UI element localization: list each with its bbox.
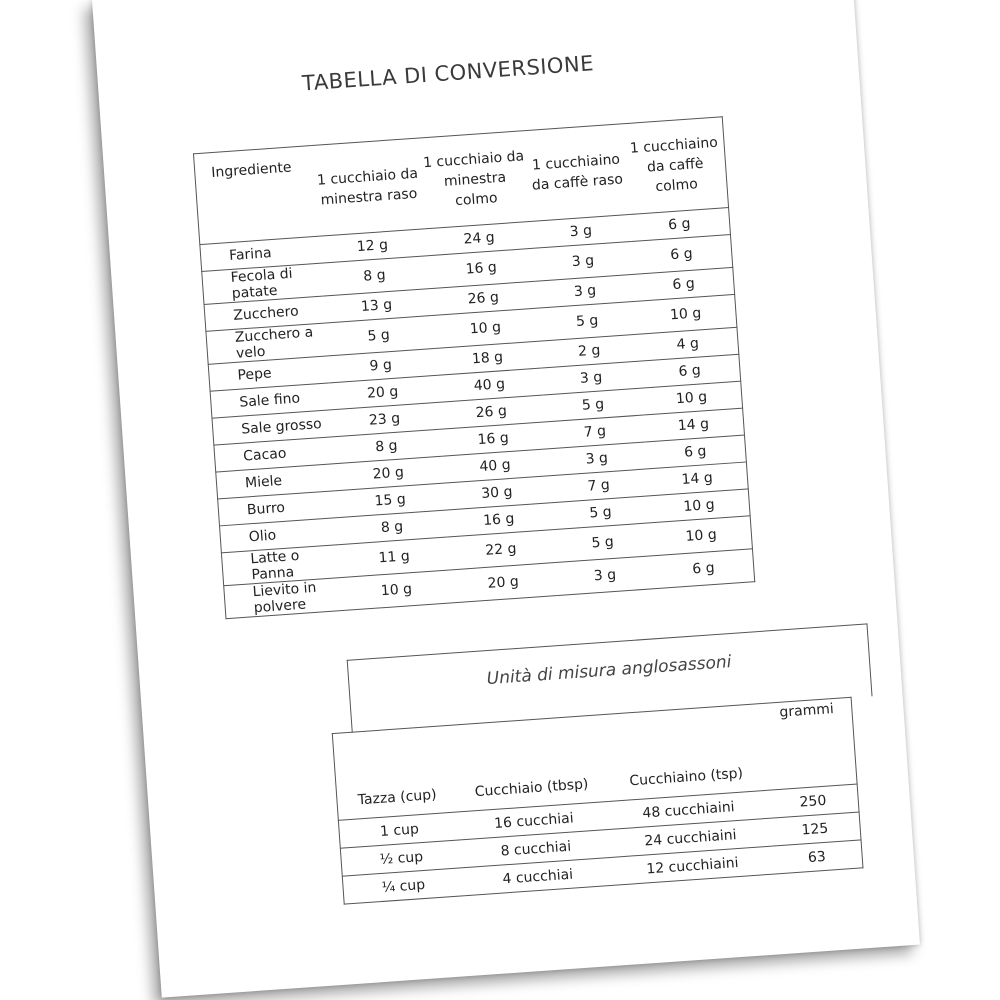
ingredient-name: Sale fino <box>210 383 330 418</box>
conversion-body <box>200 208 755 619</box>
table-cell: 8 g <box>337 510 447 544</box>
table-cell: 20 g <box>449 563 557 603</box>
table-cell: 4 cucchiai <box>462 857 614 895</box>
table-cell: 16 cucchiai <box>458 801 610 839</box>
table-cell: ½ cup <box>340 840 462 876</box>
table-cell: 3 g <box>547 442 647 476</box>
ingredient-name: Pepe <box>208 356 328 391</box>
header-tazza: Tazza (cup) <box>332 725 458 820</box>
table-cell: 7 g <box>549 469 649 503</box>
table-cell: 5 g <box>551 496 651 530</box>
ingredient-name: Farina <box>200 236 320 271</box>
page-title: TABELLA DI CONVERSIONE <box>301 51 595 96</box>
table-cell: 12 g <box>318 229 428 263</box>
table-cell: 250 <box>767 784 859 818</box>
table-cell: 5 g <box>537 301 637 341</box>
table-cell: 10 g <box>641 381 743 415</box>
ingredient-name: Miele <box>216 464 336 499</box>
ingredient-name: Lievito in polvere <box>224 578 344 619</box>
table-cell: 8 cucchiai <box>460 829 612 867</box>
table-cell: 9 g <box>326 349 436 383</box>
table-cell: 10 g <box>431 308 539 348</box>
table-cell: 6 g <box>653 549 755 589</box>
header-cucchiaino-raso: 1 cucchiaino da caffè raso <box>525 124 629 222</box>
table-cell: 6 g <box>633 267 735 301</box>
header-cucchiaio: Cucchiaio (tbsp) <box>452 715 608 812</box>
table-cell: 8 g <box>332 429 442 463</box>
table-cell: 1 cup <box>338 812 460 848</box>
table-cell: 14 g <box>643 408 745 442</box>
table-cell: 2 g <box>539 334 639 368</box>
header-cucchiaio-colmo: 1 cucchiaio da minestra colmo <box>419 131 531 229</box>
document-page <box>92 0 920 998</box>
table-cell: ¼ cup <box>342 868 464 904</box>
table-cell: 24 g <box>425 221 533 255</box>
table-cell: 3 g <box>535 274 635 308</box>
table-cell: 3 g <box>531 215 631 249</box>
table-cell: 7 g <box>545 415 645 449</box>
table-cell: 40 g <box>436 368 544 402</box>
table-cell: 30 g <box>443 476 551 510</box>
table-cell: 8 g <box>319 256 429 296</box>
table-cell: 16 g <box>427 248 535 288</box>
table-cell: 5 g <box>553 523 653 563</box>
ingredient-name: Latte o Panna <box>221 545 341 586</box>
table-cell: 15 g <box>335 483 445 517</box>
table-cell: 5 g <box>324 316 434 356</box>
anglo-title: Unità di misura anglosassoni <box>486 652 733 690</box>
header-cucchiaino-colmo: 1 cucchiaino da caffè colmo <box>622 117 728 215</box>
ingredient-name: Olio <box>220 518 340 553</box>
table-cell: 6 g <box>629 208 731 242</box>
table-cell: 63 <box>771 840 863 874</box>
header-grammi: grammi <box>761 697 857 790</box>
table-cell: 13 g <box>322 289 432 323</box>
table-cell: 16 g <box>445 503 553 537</box>
table-cell: 6 g <box>639 354 741 388</box>
ingredient-name: Zucchero a velo <box>206 323 326 364</box>
table-cell: 11 g <box>339 537 449 577</box>
table-cell: 14 g <box>647 462 749 496</box>
ingredient-name: Cacao <box>214 437 334 472</box>
table-cell: 3 g <box>541 361 641 395</box>
table-cell: 125 <box>769 812 861 846</box>
ingredient-name: Sale grosso <box>212 410 332 445</box>
table-cell: 6 g <box>645 435 747 469</box>
table-cell: 18 g <box>434 341 542 375</box>
header-ingrediente: Ingrediente <box>193 146 317 245</box>
table-cell: 10 g <box>635 294 737 334</box>
table-cell: 10 g <box>341 570 451 610</box>
ingredient-name: Fecola di patate <box>202 263 322 304</box>
table-cell: 48 cucchiaini <box>608 790 770 829</box>
table-cell: 16 g <box>439 422 547 456</box>
ingredient-name: Zucchero <box>204 296 324 331</box>
table-cell: 3 g <box>555 556 655 596</box>
table-cell: 20 g <box>333 456 443 490</box>
table-cell: 24 cucchiaini <box>610 818 772 857</box>
header-cucchiaino: Cucchiaino (tsp) <box>602 704 768 802</box>
table-cell: 6 g <box>631 235 733 275</box>
table-cell: 10 g <box>650 516 752 556</box>
table-cell: 40 g <box>441 449 549 483</box>
header-cucchiaio-raso: 1 cucchiaio da minestra raso <box>311 138 425 236</box>
table-cell: 23 g <box>330 402 440 436</box>
table-cell: 4 g <box>637 327 739 361</box>
conversion-table <box>193 116 755 619</box>
table-cell: 22 g <box>447 530 555 570</box>
table-cell: 5 g <box>543 388 643 422</box>
table-cell: 3 g <box>533 242 633 282</box>
ingredient-name: Burro <box>218 491 338 526</box>
table-cell: 26 g <box>437 395 545 429</box>
table-cell: 26 g <box>429 281 537 315</box>
anglo-table <box>332 697 864 905</box>
table-cell: 12 cucchiaini <box>612 846 774 885</box>
table-cell: 20 g <box>328 375 438 409</box>
table-cell: 10 g <box>648 489 750 523</box>
